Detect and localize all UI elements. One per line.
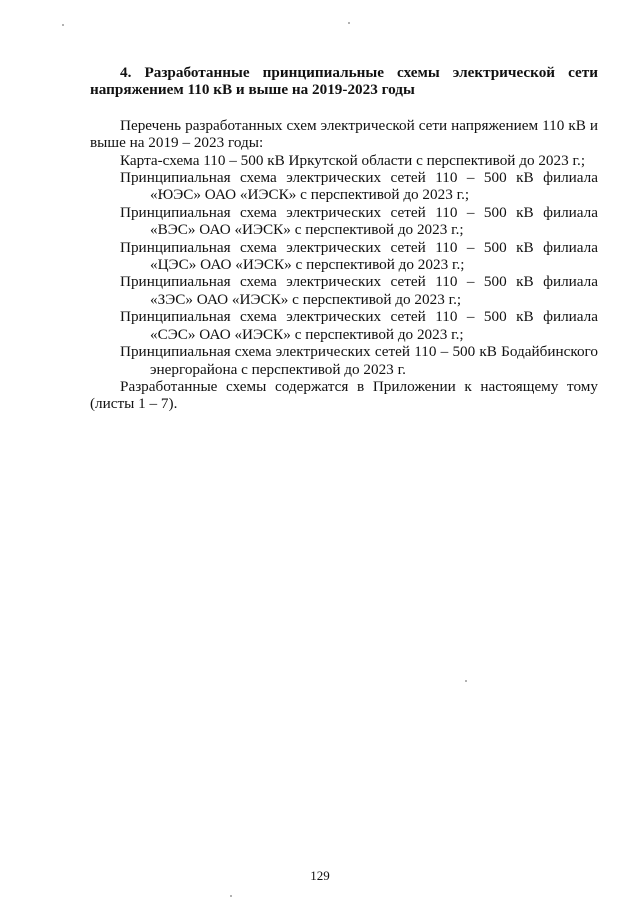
scheme-item: Принципиальная схема электрических сетей 110 – 500 кВ филиала «ЗЭС» ОАО «ИЭСК» с перспективой до 2023 г.; [120, 273, 598, 308]
scheme-item: Принципиальная схема электрических сетей 110 – 500 кВ филиала «ВЭС» ОАО «ИЭСК» с перспективой до 2023 г.; [120, 203, 598, 239]
intro-paragraph: Перечень разработанных схем электрической сети напряжением 110 кВ и выше на 2019 – 2023 годы: [90, 116, 598, 152]
closing-paragraph: Разработанные схемы содержатся в Приложении к настоящему тому (листы 1 – 7). [90, 377, 598, 413]
scheme-item: Принципиальная схема электрических сетей 110 – 500 кВ филиала «ЮЭС» ОАО «ИЭСК» с перспективой до 2023 г.; [120, 169, 598, 204]
scheme-item: Принципиальная схема электрических сетей 110 – 500 кВ филиала «СЭС» ОАО «ИЭСК» с перспективой до 2023 г.; [120, 308, 598, 343]
scheme-item: Карта-схема 110 – 500 кВ Иркутской области с перспективой до 2023 г.; [120, 151, 586, 169]
scheme-item: Принципиальная схема электрических сетей 110 – 500 кВ Бодайбинского энергорайона с перспективой до 2023 г. [120, 343, 598, 378]
scan-speck [62, 24, 64, 26]
page-content [90, 64, 598, 413]
scan-speck [230, 895, 232, 897]
page-number: 129 [310, 868, 330, 883]
scan-speck [348, 22, 350, 24]
scheme-item: Принципиальная схема электрических сетей 110 – 500 кВ филиала «ЦЭС» ОАО «ИЭСК» с перспективой до 2023 г.; [120, 238, 598, 274]
scan-speck [465, 680, 467, 682]
scheme-list [90, 152, 598, 378]
section-title: 4. Разработанные принципиальные схемы электрической сети напряжением 110 кВ и выше на 2019-2023 годы [90, 64, 598, 99]
